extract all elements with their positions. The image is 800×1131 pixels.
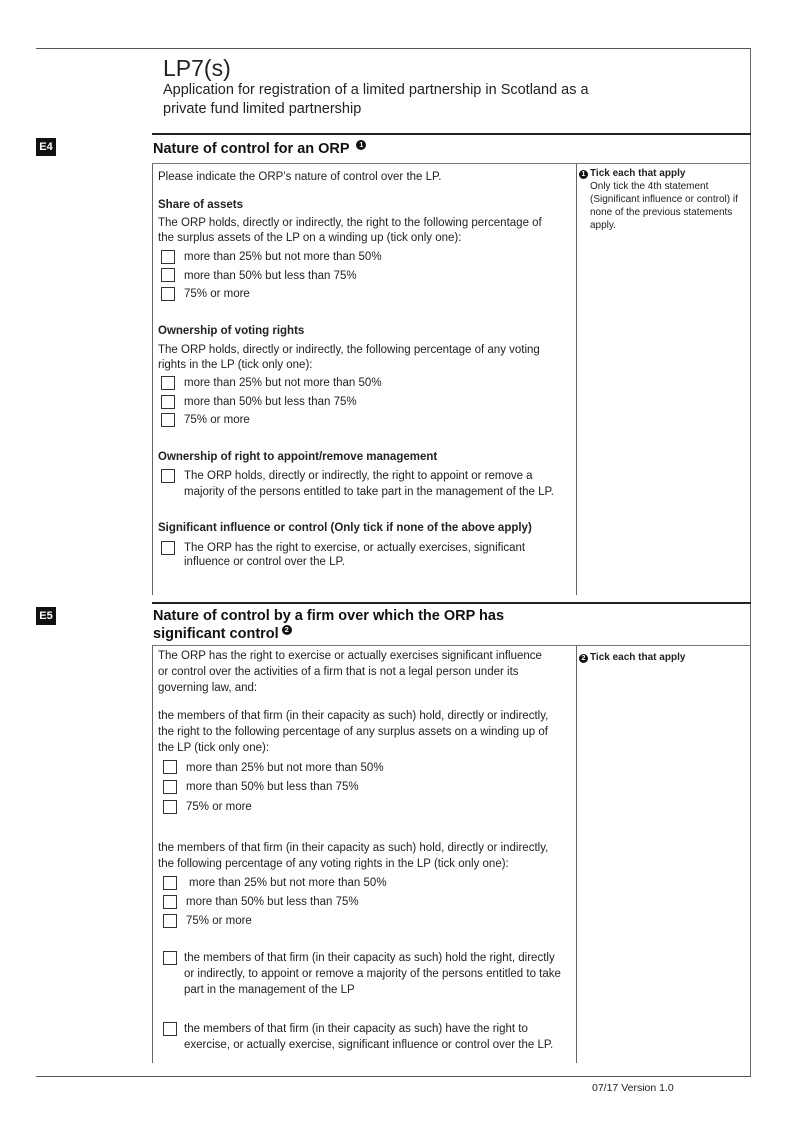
e4-heading-rule — [152, 133, 751, 135]
e5-heading-line-2: significant control — [153, 626, 279, 642]
e5-assets-2: the right to the following percentage of any surplus assets on a winding up of — [158, 726, 548, 738]
version-label: 07/17 Version 1.0 — [592, 1082, 674, 1094]
e4-side-line-1: Only tick the 4th statement — [590, 181, 709, 192]
e5-voting-checkbox-2[interactable] — [163, 895, 177, 909]
top-rule — [36, 48, 751, 49]
e4-note-marker: 1 — [356, 140, 366, 150]
e5-voting-2: the following percentage of any voting rights in the LP (tick only one): — [158, 858, 509, 870]
e5-side-note — [579, 651, 685, 664]
e5-box-top — [152, 645, 751, 646]
e5-side-marker: 2 — [579, 654, 588, 663]
form-title: Application for registration of a limited partnership in Scotland as a private fund limited partnership — [163, 82, 589, 117]
e5-assets-checkbox-1[interactable] — [163, 760, 177, 774]
e5-assets-3: the LP (tick only one): — [158, 742, 270, 754]
e4-share-heading: Share of assets — [158, 199, 244, 211]
e5-assets-option-2: more than 50% but less than 75% — [186, 781, 359, 793]
e5-mgmt-1: the members of that firm (in their capacity as such) hold the right, directly — [184, 952, 555, 964]
e4-sig-option-1: The ORP has the right to exercise, or actually exercises, significant — [184, 542, 526, 554]
e4-sig-heading: Significant influence or control (Only tick if none of the above apply) — [158, 522, 532, 534]
e4-share-option-2: more than 50% but less than 75% — [184, 270, 357, 282]
e4-section-heading — [153, 140, 366, 158]
e4-side-title: Tick each that apply — [590, 168, 686, 179]
e5-assets-option-3: 75% or more — [186, 801, 252, 813]
e5-mgmt-checkbox[interactable] — [163, 951, 177, 965]
e5-side-title: Tick each that apply — [590, 652, 686, 663]
e4-voting-option-2: more than 50% but less than 75% — [184, 396, 357, 408]
e4-voting-heading: Ownership of voting rights — [158, 325, 305, 337]
e4-share-text-2: the surplus assets of the LP on a winding up (tick only one): — [158, 232, 462, 244]
e4-voting-text-1: The ORP holds, directly or indirectly, the following percentage of any voting — [158, 344, 540, 356]
e5-side-title-row — [579, 651, 685, 664]
e5-assets-option-1: more than 25% but not more than 50% — [186, 762, 384, 774]
bottom-rule — [36, 1076, 751, 1077]
e4-side-marker: 1 — [579, 170, 588, 179]
e5-voting-option-2: more than 50% but less than 75% — [186, 896, 359, 908]
e5-heading-rule — [152, 602, 751, 604]
e4-mgmt-option-2: majority of the persons entitled to take part in the management of the LP. — [184, 486, 554, 498]
e5-assets-1: the members of that firm (in their capacity as such) hold, directly or indirectly, — [158, 710, 549, 722]
e4-voting-option-3: 75% or more — [184, 414, 250, 426]
e4-side-line-3: none of the previous statements — [590, 207, 733, 218]
e4-mgmt-heading: Ownership of right to appoint/remove management — [158, 451, 438, 463]
e4-share-option-1: more than 25% but not more than 50% — [184, 251, 382, 263]
e4-share-checkbox-2[interactable] — [161, 268, 175, 282]
e4-voting-option-1: more than 25% but not more than 50% — [184, 377, 382, 389]
e4-side-title-row — [579, 167, 738, 180]
e5-mgmt-2: or indirectly, to appoint or remove a majority of the persons entitled to take — [184, 968, 561, 980]
e4-share-text-1: The ORP holds, directly or indirectly, the right to the following percentage of — [158, 217, 542, 229]
e4-share-checkbox-3[interactable] — [161, 287, 175, 301]
e5-voting-checkbox-1[interactable] — [163, 876, 177, 890]
e5-intro-2: or control over the activities of a firm that is not a legal person under its — [158, 666, 519, 678]
e5-section-tag: E5 — [36, 607, 56, 625]
e5-voting-option-1: more than 25% but not more than 50% — [189, 877, 387, 889]
e5-sig-2: exercise, or actually exercise, significant influence or control over the LP. — [184, 1039, 554, 1051]
e4-side-line-4: apply. — [590, 220, 616, 231]
e5-heading-line-1: Nature of control by a firm over which the ORP has — [153, 608, 505, 624]
e5-voting-1: the members of that firm (in their capacity as such) hold, directly or indirectly, — [158, 842, 549, 854]
e4-voting-text-2: rights in the LP (tick only one): — [158, 359, 313, 371]
e5-sig-checkbox[interactable] — [163, 1022, 177, 1036]
e4-voting-checkbox-2[interactable] — [161, 395, 175, 409]
e4-side-line-2: (Significant influence or control) if — [590, 194, 738, 205]
e5-box-left — [152, 645, 153, 1063]
e4-box-divider — [576, 163, 577, 595]
e4-mgmt-checkbox[interactable] — [161, 469, 175, 483]
form-code: LP7(s) — [163, 55, 231, 81]
e4-sig-option-2: influence or control over the LP. — [184, 556, 345, 568]
e4-share-option-3: 75% or more — [184, 288, 250, 300]
right-border — [750, 48, 751, 1077]
e5-note-marker: 2 — [282, 625, 292, 635]
e5-sig-1: the members of that firm (in their capacity as such) have the right to — [184, 1023, 528, 1035]
e5-assets-checkbox-2[interactable] — [163, 780, 177, 794]
e4-intro: Please indicate the ORP’s nature of control over the LP. — [158, 171, 442, 183]
e4-voting-checkbox-1[interactable] — [161, 376, 175, 390]
e5-voting-option-3: 75% or more — [186, 915, 252, 927]
e4-box-top — [152, 163, 751, 164]
e5-assets-checkbox-3[interactable] — [163, 800, 177, 814]
e5-intro-1: The ORP has the right to exercise or actually exercises significant influence — [158, 650, 542, 662]
e5-heading-line-2-row — [153, 625, 292, 643]
e5-box-divider — [576, 645, 577, 1063]
e4-sig-checkbox[interactable] — [161, 541, 175, 555]
e5-intro-3: governing law, and: — [158, 682, 258, 694]
e5-voting-checkbox-3[interactable] — [163, 914, 177, 928]
e5-mgmt-3: part in the management of the LP — [184, 984, 355, 996]
e4-voting-checkbox-3[interactable] — [161, 413, 175, 427]
e4-heading-text: Nature of control for an ORP — [153, 141, 350, 157]
e4-box-left — [152, 163, 153, 595]
e4-mgmt-option-1: The ORP holds, directly or indirectly, the right to appoint or remove a — [184, 470, 533, 482]
e4-section-tag: E4 — [36, 138, 56, 156]
e4-side-note — [579, 167, 738, 232]
e4-share-checkbox-1[interactable] — [161, 250, 175, 264]
